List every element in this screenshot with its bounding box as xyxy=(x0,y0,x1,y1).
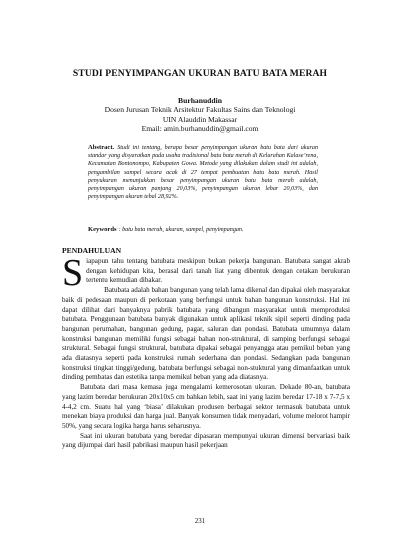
page-number: 231 xyxy=(194,517,206,525)
author-email: Email: amin.burhanuddin@gmail.com xyxy=(141,124,259,134)
keywords xyxy=(88,226,328,233)
author-institution: UIN Alauddin Makassar xyxy=(162,114,238,124)
author-name: Burhanuddin xyxy=(178,96,222,105)
author-block xyxy=(0,96,400,134)
abstract-label: Abstract. xyxy=(88,144,115,151)
paragraph-3: Batubata dari masa kemasa juga mengalami kemerosotan ukuran. Dekade 80-an, batubata yang lazim beredar berukuran 20x10x5 cm bahkan lebih, saat ini yang lazim beredar 17-18 x 7-7,5 x 4-4,2 cm. Suatu hal yang ‘biasa’ dilakukan produsen berbagai sektor termasuk batubata untuk menekan biaya produksi dan harga jual. Banyak konsumen tidak menyadari, volume melorot hampir 50%, yang secara logika harga harus seharusnya. xyxy=(62,383,350,430)
paragraph-1-text: iapapun tahu tentang batubata meskipun bukan pekerja bangunan. Batubata sangat akrab dengan kehidupan kita, berasal dari tanah liat yang dibentuk dengan cetakan berukuran tertentu kemudian dibakar. xyxy=(86,257,350,285)
author-affiliation: Dosen Jurusan Teknik Arsitektur Fakultas Sains dan Teknologi xyxy=(104,105,296,115)
paragraph-1 xyxy=(62,252,350,294)
body-text xyxy=(62,252,350,451)
abstract xyxy=(88,144,318,201)
keywords-label: Keywords xyxy=(88,226,117,233)
section-heading: PENDAHULUAN xyxy=(62,246,122,255)
abstract-text: Studi ini tentang, berapa besar penyimpangan ukuran batu bata dari ukuran standar yang disyaratkan pada usaha tradisional batu bata merah di Kelurahan Kalase’rena, Kecamatan Bontonompo, Kabupaten Gowa. Metode yang dilakukan dalam studi ini adalah, pengambilan sampel secara acak di 27 tempat pembuatan batu bata merah. Hasil penyukuran menunjukkan besar penyimpangan ukuran batu bata merah adalah, penyimpangan ukuran panjang 20,03%, penyimpangan ukuran lebar 20,03%, dan penyimpangan ukuran tebal 28,92%. xyxy=(88,145,318,201)
keywords-text: : batu bata merah, ukuran, sampel, penyimpangan. xyxy=(118,227,244,233)
paragraph-2: Batubata adalah bahan bangunan yang telah lama dikenal dan dipakai oleh masyarakat baik di pedesaan maupun di perkotaan yang berfungsi untuk bahan bangunan konstruksi. Hal ini dapat dilihat dari banyaknya pabrik batubata yang dibangun masyarakat untuk memproduksi batubata. Penggunaan batubata banyak digunakan untuk aplikasi teknik sipil seperti dinding pada bangunan perumahan, bangunan gedung, pagar, saluran dan pondasi. Batubata umumnya dalam konstruksi bangunan memiliki fungsi sebagai bahan non-struktural, di samping berfungsi sebagai struktural. Sebagai fungsi struktural, batubata dipakai sebagai penyangga atau pemikul beban yang ada diatasnya seperti pada konstruksi rumah sederhana dan pondasi. Sedangkan pada bangunan konstruksi tingkat tinggi/gedung, batubata berfungsi sebagai non-stuktural yang dimanfaatkan untuk dinding pembatas dan estetika tanpa memikul beban yang ada diatasnya. xyxy=(62,286,350,382)
paper-title: STUDI PENYIMPANGAN UKURAN BATU BATA MERAH xyxy=(72,68,328,79)
paragraph-4: Saat ini ukuran batubata yang beredar dipasaran mempunyai ukuran dimensi bervariasi baik yang dijumpai dari hasil pabrikasi maupun hasil pekerjaan xyxy=(62,431,350,450)
drop-cap: S xyxy=(62,252,84,294)
